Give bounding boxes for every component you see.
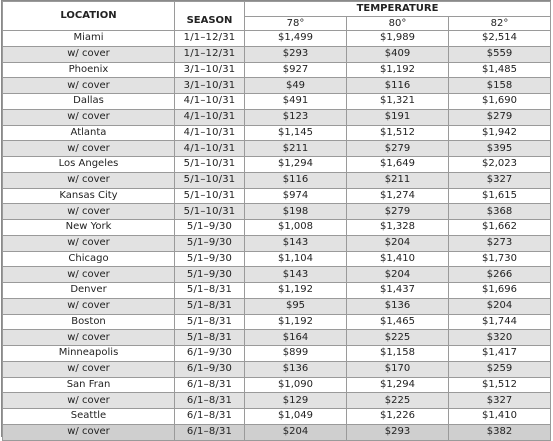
location-cell: w/ cover [3,46,175,62]
cost-82-cell: $1,662 [449,220,551,236]
table-row [3,283,551,299]
season-cell: 5/1–8/31 [175,330,245,346]
cost-80-cell: $116 [347,78,449,94]
cost-82-cell: $382 [449,424,551,440]
table-row [3,377,551,393]
location-cell: w/ cover [3,78,175,94]
location-cell: w/ cover [3,424,175,440]
cost-80-cell: $279 [347,141,449,157]
cost-78-cell: $198 [245,204,347,220]
season-cell: 5/1–9/30 [175,220,245,236]
table-row [3,31,551,47]
cost-78-cell: $1,145 [245,125,347,141]
cost-78-cell: $1,192 [245,314,347,330]
cost-82-cell: $1,730 [449,251,551,267]
cost-82-cell: $327 [449,393,551,409]
location-cell: Miami [3,31,175,47]
table-row [3,188,551,204]
location-cell: Seattle [3,409,175,425]
temp-82-header: 82° [449,16,551,31]
temp-78-header: 78° [245,16,347,31]
cost-78-cell: $1,294 [245,157,347,173]
table-row [3,409,551,425]
location-cell: w/ cover [3,141,175,157]
cost-78-cell: $129 [245,393,347,409]
season-cell: 6/1–8/31 [175,393,245,409]
cost-80-cell: $1,274 [347,188,449,204]
cost-78-cell: $116 [245,172,347,188]
season-cell: 4/1–10/31 [175,94,245,110]
cost-82-cell: $1,410 [449,409,551,425]
table-row [3,141,551,157]
season-cell: 6/1–9/30 [175,346,245,362]
location-cell: Boston [3,314,175,330]
cost-78-cell: $95 [245,298,347,314]
location-cell: Atlanta [3,125,175,141]
table-row [3,251,551,267]
cost-82-cell: $1,744 [449,314,551,330]
cost-82-cell: $1,417 [449,346,551,362]
cost-82-cell: $1,485 [449,62,551,78]
cost-82-cell: $2,023 [449,157,551,173]
table-row [3,94,551,110]
cost-80-cell: $1,989 [347,31,449,47]
cost-78-cell: $143 [245,267,347,283]
cost-78-cell: $1,192 [245,283,347,299]
location-cell: w/ cover [3,330,175,346]
cost-82-cell: $1,615 [449,188,551,204]
temp-80-header: 80° [347,16,449,31]
cost-78-cell: $927 [245,62,347,78]
cost-78-cell: $143 [245,235,347,251]
location-cell: Chicago [3,251,175,267]
table-body [3,31,551,441]
season-cell: 5/1–10/31 [175,172,245,188]
table-row [3,267,551,283]
season-header: SEASON [175,2,245,31]
season-cell: 5/1–8/31 [175,314,245,330]
location-cell: San Fran [3,377,175,393]
cost-82-cell: $395 [449,141,551,157]
table-row [3,204,551,220]
table-row [3,109,551,125]
cost-80-cell: $211 [347,172,449,188]
location-header: LOCATION [3,2,175,31]
cost-82-cell: $279 [449,109,551,125]
cost-80-cell: $191 [347,109,449,125]
cost-78-cell: $164 [245,330,347,346]
season-cell: 6/1–8/31 [175,377,245,393]
cost-82-cell: $1,690 [449,94,551,110]
heating-cost-table [2,1,551,441]
table-row [3,125,551,141]
table-row [3,314,551,330]
table-row [3,46,551,62]
cost-82-cell: $266 [449,267,551,283]
season-cell: 5/1–10/31 [175,157,245,173]
cost-table-frame [1,0,551,437]
cost-82-cell: $327 [449,172,551,188]
table-row [3,346,551,362]
location-cell: w/ cover [3,235,175,251]
cost-82-cell: $259 [449,361,551,377]
table-row [3,393,551,409]
location-cell: w/ cover [3,361,175,377]
cost-80-cell: $1,512 [347,125,449,141]
cost-78-cell: $211 [245,141,347,157]
cost-82-cell: $158 [449,78,551,94]
cost-78-cell: $204 [245,424,347,440]
cost-78-cell: $1,008 [245,220,347,236]
season-cell: 5/1–9/30 [175,235,245,251]
cost-78-cell: $1,090 [245,377,347,393]
cost-82-cell: $1,512 [449,377,551,393]
location-cell: w/ cover [3,172,175,188]
cost-78-cell: $136 [245,361,347,377]
cost-80-cell: $204 [347,235,449,251]
location-cell: Denver [3,283,175,299]
cost-82-cell: $1,942 [449,125,551,141]
season-cell: 4/1–10/31 [175,141,245,157]
location-cell: w/ cover [3,267,175,283]
location-cell: Phoenix [3,62,175,78]
season-cell: 5/1–8/31 [175,283,245,299]
cost-80-cell: $204 [347,267,449,283]
table-row [3,172,551,188]
table-row [3,235,551,251]
table-row [3,62,551,78]
cost-78-cell: $974 [245,188,347,204]
cost-80-cell: $1,649 [347,157,449,173]
cost-78-cell: $1,049 [245,409,347,425]
cost-80-cell: $279 [347,204,449,220]
cost-80-cell: $1,465 [347,314,449,330]
cost-78-cell: $293 [245,46,347,62]
cost-80-cell: $225 [347,330,449,346]
cost-78-cell: $1,499 [245,31,347,47]
season-cell: 5/1–10/31 [175,188,245,204]
cost-80-cell: $1,321 [347,94,449,110]
location-cell: w/ cover [3,109,175,125]
location-cell: Minneapolis [3,346,175,362]
season-cell: 5/1–10/31 [175,204,245,220]
cost-80-cell: $1,437 [347,283,449,299]
cost-78-cell: $491 [245,94,347,110]
cost-80-cell: $1,328 [347,220,449,236]
season-cell: 1/1–12/31 [175,46,245,62]
season-cell: 4/1–10/31 [175,125,245,141]
cost-82-cell: $204 [449,298,551,314]
table-row [3,330,551,346]
cost-80-cell: $1,158 [347,346,449,362]
cost-82-cell: $559 [449,46,551,62]
cost-80-cell: $293 [347,424,449,440]
cost-80-cell: $1,410 [347,251,449,267]
location-cell: Dallas [3,94,175,110]
season-cell: 3/1–10/31 [175,78,245,94]
cost-80-cell: $225 [347,393,449,409]
location-cell: New York [3,220,175,236]
location-cell: w/ cover [3,298,175,314]
cost-82-cell: $1,696 [449,283,551,299]
cost-82-cell: $273 [449,235,551,251]
cost-78-cell: $123 [245,109,347,125]
location-cell: Los Angeles [3,157,175,173]
table-row [3,78,551,94]
cost-80-cell: $1,192 [347,62,449,78]
temperature-header: TEMPERATURE [245,2,551,17]
cost-78-cell: $899 [245,346,347,362]
season-cell: 6/1–8/31 [175,409,245,425]
table-row [3,361,551,377]
cost-80-cell: $1,294 [347,377,449,393]
cost-78-cell: $1,104 [245,251,347,267]
cost-80-cell: $1,226 [347,409,449,425]
cost-80-cell: $409 [347,46,449,62]
season-cell: 6/1–9/30 [175,361,245,377]
season-cell: 1/1–12/31 [175,31,245,47]
cost-80-cell: $170 [347,361,449,377]
season-cell: 3/1–10/31 [175,62,245,78]
location-cell: w/ cover [3,393,175,409]
location-cell: Kansas City [3,188,175,204]
cost-80-cell: $136 [347,298,449,314]
cost-82-cell: $320 [449,330,551,346]
season-cell: 4/1–10/31 [175,109,245,125]
cost-78-cell: $49 [245,78,347,94]
season-cell: 5/1–9/30 [175,251,245,267]
table-row [3,157,551,173]
season-cell: 5/1–8/31 [175,298,245,314]
location-cell: w/ cover [3,204,175,220]
table-row [3,220,551,236]
table-row [3,298,551,314]
season-cell: 5/1–9/30 [175,267,245,283]
cost-82-cell: $2,514 [449,31,551,47]
season-cell: 6/1–8/31 [175,424,245,440]
cost-82-cell: $368 [449,204,551,220]
